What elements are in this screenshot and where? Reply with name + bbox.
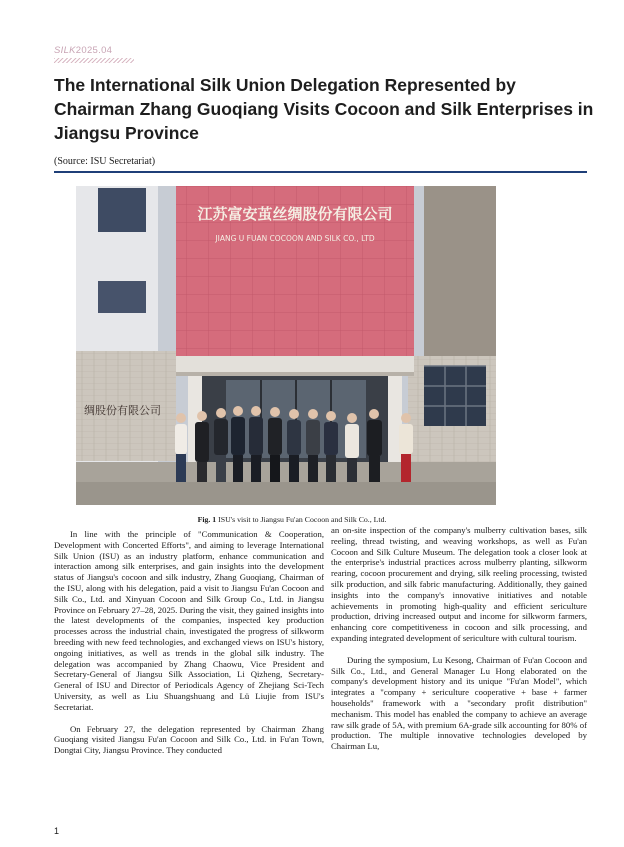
hatch-decoration: [54, 58, 134, 63]
paragraph: During the symposium, Lu Kesong, Chairman of Fu'an Cocoon and Silk Co., Ltd., and General Manager Lu Hong elaborated on the company's development history and its unique "Fu'an Model", which integrates a "company + sericulture cooperative + base + farmer households" framework with a "secondary profit distribution" mechanism. This model has enabled the company to achieve an average raw silk grade of 5A, with premium 6A-grade silk accounting for 80% of production. The multiple innovative technologies developed by Chairman Lu,: [331, 654, 587, 752]
paragraph: On February 27, the delegation represented by Chairman Zhang Guoqiang visited Jiangsu Fu'an Cocoon and Silk Co., Ltd. in Fu'an Town, Dongtai City, Jiangsu Province. They conducted: [54, 723, 324, 756]
title-divider: [54, 171, 587, 173]
page-number: 1: [54, 826, 60, 836]
delegation-photo: [76, 186, 496, 505]
paragraph: an on-site inspection of the company's mulberry cultivation bases, silk reeling, thread twisting, and weaving workshops, as well as Fu'an Cocoon and Silk Culture Museum. The delegation took a closer look at the enterprise's industrial practices across mulberry planting, silkworm rearing, cocoon procurement and drying, silk reeling processing, twisted silk production, and silk fabric manufacturing. Additionally, they gained insights into the company's innovative initiatives and notable achievements in promoting high-quality and efficient sericulture production, driving increased output and income for silkworm farmers, enhancing core competitiveness in cocoon and silk processing, and expanding integrated development of sericulture with cultural tourism.: [331, 525, 587, 643]
side-building-sign: 绸股份有限公司: [84, 404, 161, 417]
brand-name: SILK: [54, 45, 76, 56]
facade-sign-chinese: 江苏富安茧丝绸股份有限公司: [197, 205, 393, 223]
masthead: [54, 45, 134, 63]
figure-caption: [54, 515, 530, 524]
article-source: (Source: ISU Secretariat): [54, 156, 156, 167]
issue-brand: [54, 45, 134, 56]
figure-caption-text: ISU's visit to Jiangsu Fu'an Cocoon and Silk Co., Ltd.: [218, 515, 387, 524]
paragraph: In line with the principle of "Communication & Cooperation, Development with Concerted Efforts", and aiming to leverage International Silk Union (ISU) as an industry platform, enhance communication and interaction among silk enterprises, and gain insights into the development status of Jiangsu's cocoon and silk industry, Zhang Guoqiang, Chairman of the ISU, along with his delegation, paid a visit to Jiangsu Fu'an Cocoon and Silk Co., Ltd. and Xinyuan Cocoon and Silk Group Co., Ltd. in Jiangsu Province on February 27–28, 2025. During the visit, they gained insights into the latest developments of the companies, inspected key production processes across the industrial chain, investigated the progress of silkworm breeding with new feed technologies, and exchanged views on ISU's history, ongoing initiatives, as well as trends in the global silk industry. The delegation was accompanied by Zhang Chaowu, Vice President and Secretary-General of Jiangsu Silk Association, Li Qizheng, Secretary-General of ISU and Director of Periodicals Agency of Zhejiang Sci-Tech University, as well as Liu Shuangshuang and Lü Liujie from ISU's Secretariat.: [54, 529, 324, 712]
facade-sign-english: JIANG U FUAN COCOON AND SILK CO., LTD: [215, 234, 375, 243]
issue-number: 2025.04: [75, 45, 113, 56]
article-title: The International Silk Union Delegation Represented by Chairman Zhang Guoqiang Visits Cocoon and Silk Enterprises in Jiangsu Province: [54, 75, 594, 143]
body-column-left: [54, 529, 324, 756]
figure-label: Fig. 1: [197, 515, 217, 524]
body-column-right: [331, 525, 587, 752]
